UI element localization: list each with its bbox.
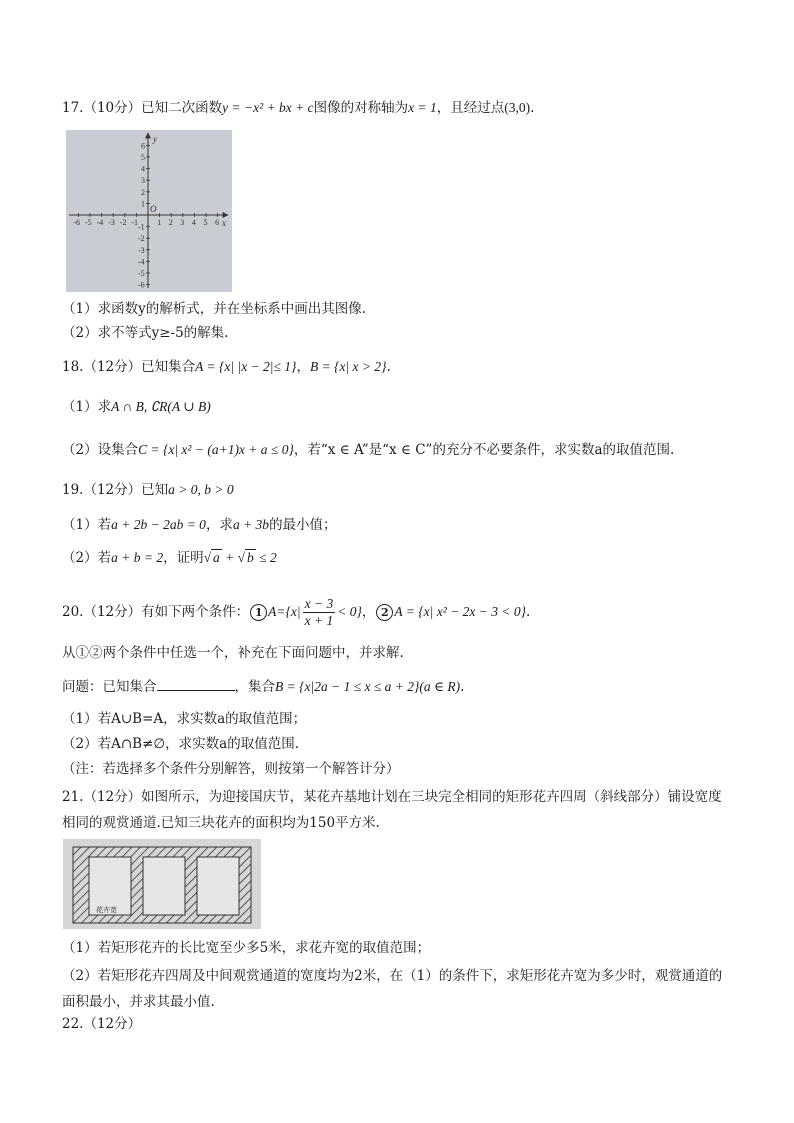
y-tick-label: 5 xyxy=(141,153,145,162)
x-tick-label: 1 xyxy=(157,218,162,227)
q18-stem: 18.（12分）已知集合A = {x| |x − 2|≤ 1}，B = {x| x > 2}. xyxy=(62,359,391,375)
x-tick-label: -1 xyxy=(131,218,139,227)
x-tick-label: -2 xyxy=(119,218,127,227)
x-tick-label: 4 xyxy=(191,218,196,227)
flower-bed-3 xyxy=(197,857,239,915)
flower-bed-2 xyxy=(143,857,185,915)
y-axis-label: y xyxy=(153,134,157,144)
y-tick-label: 4 xyxy=(141,164,145,174)
q18-sub1: （1）求A ∩ B, ∁R(A ∪ B) xyxy=(62,399,211,415)
q20-stem: 20.（12分）有如下两个条件： 1 A={x| $\frac{x - 3}{x + 1}$ < 0}， 2 A = {x| x² − 2x − 3 < 0}. xyxy=(62,596,531,628)
x-tick-label: 3 xyxy=(180,218,185,227)
q20-problem: 问题：已知集合 ，集合B = {x|2a − 1 ≤ x ≤ a + 2}(a ∈ R). xyxy=(62,676,464,697)
coordinate-graph xyxy=(66,130,232,292)
x-tick-label: 6 xyxy=(215,218,220,227)
x-tick-label: 5 xyxy=(203,218,208,227)
y-tick-label: 2 xyxy=(141,187,145,197)
coordinate-axes xyxy=(66,130,232,292)
q18-set-c: C = {x| x² − (a+1)x + a ≤ 0} xyxy=(138,442,294,457)
x-axis-label: x xyxy=(222,218,226,228)
condition-2-mark: 2 xyxy=(376,604,393,621)
q18-sub1-expression: A ∩ B, ∁R(A ∪ B) xyxy=(111,399,211,414)
q19-sub1: （1）若a + 2b − 2ab = 0，求a + 3b的最小值； xyxy=(62,517,337,533)
q18-set-b: B = {x| x > 2} xyxy=(309,359,387,374)
y-tick-label: 6 xyxy=(141,141,145,151)
x-tick-label: -6 xyxy=(73,218,81,227)
condition-1-mark: 1 xyxy=(250,604,267,621)
q20-choose: 从①②两个条件中任选一个，补充在下面问题中，并求解. xyxy=(62,645,404,661)
q20-fraction: $\frac{x - 3}{x + 1}$ xyxy=(304,596,334,628)
x-tick-label: -4 xyxy=(96,218,104,227)
y-tick-label: -2 xyxy=(138,234,145,244)
q17-axis: x = 1 xyxy=(408,100,437,115)
q17-point: (3,0) xyxy=(504,100,531,115)
q20-sub2: （2）若A∩B≠∅，求实数a的取值范围. xyxy=(62,736,299,752)
y-tick-label: 3 xyxy=(141,176,145,186)
q21-stem: 21.（12分）如图所示，为迎接国庆节，某花卉基地计划在三块完全相同的矩形花卉四周（斜线部分）铺设宽度相同的观赏通道.已知三块花卉的面积均为150平方米. xyxy=(62,789,722,831)
q19-stem: 19.（12分）已知a > 0, b > 0 xyxy=(62,482,234,498)
y-tick-label: 1 xyxy=(141,199,145,209)
x-tick-label: -3 xyxy=(108,218,115,227)
flower-width-label: 花卉宽 xyxy=(96,906,117,914)
q21-sub2: （2）若矩形花卉四周及中间观赏通道的宽度均为2米，在（1）的条件下，求矩形花卉宽为多少时，观赏通道的面积最小，并求其最小值. xyxy=(62,968,723,1010)
q18-set-a: A = {x| |x − 2|≤ 1} xyxy=(195,359,297,374)
q21-sub1: （1）若矩形花卉的长比宽至少多5米，求花卉宽的取值范围； xyxy=(62,940,431,956)
y-tick-label: -6 xyxy=(138,280,145,290)
q22-stem: 22.（12分） xyxy=(62,1016,142,1032)
garden-diagram xyxy=(63,839,261,929)
answer-blank[interactable] xyxy=(157,676,235,691)
q17-sub1: （1）求函数y的解析式，并在坐标系中画出其图像. xyxy=(62,301,367,317)
q20-note: （注：若选择多个条件分别解答，则按第一个解答计分） xyxy=(62,761,400,777)
q17-stem: 17.（10分）已知二次函数y = −x² + bx + c图像的对称轴为x = 1，且经过点(3,0). xyxy=(62,100,535,116)
q17-sub2: （2）求不等式y≥-5的解集. xyxy=(62,325,229,341)
y-tick-label: -3 xyxy=(138,245,145,255)
x-tick-label: -5 xyxy=(85,218,92,227)
garden-figure xyxy=(63,839,261,929)
origin-label: O xyxy=(150,204,157,214)
q19-sub2: （2）若a + b = 2，证明√ a + √ b ≤ 2 xyxy=(62,550,277,566)
y-tick-label: -5 xyxy=(138,269,145,278)
y-tick-label: -1 xyxy=(138,222,145,232)
q19-condition: a > 0, b > 0 xyxy=(168,482,234,497)
q17-function: y = −x² + bx + c xyxy=(222,100,314,115)
q17-header: 17.（10分）已知二次函数 xyxy=(62,100,223,116)
q18-sub2: （2）设集合C = {x| x² − (a+1)x + a ≤ 0}，若“x ∈ A”是“x ∈ C”的充分不必要条件，求实数a的取值范围. xyxy=(62,442,675,458)
x-tick-label: 2 xyxy=(168,218,173,227)
q20-sub1: （1）若A∪B=A，求实数a的取值范围； xyxy=(62,711,307,727)
q17-tail-text: ，且经过点 xyxy=(436,100,505,116)
q17-mid-text: 图像的对称轴为 xyxy=(313,100,409,116)
y-tick-label: -4 xyxy=(138,257,145,267)
